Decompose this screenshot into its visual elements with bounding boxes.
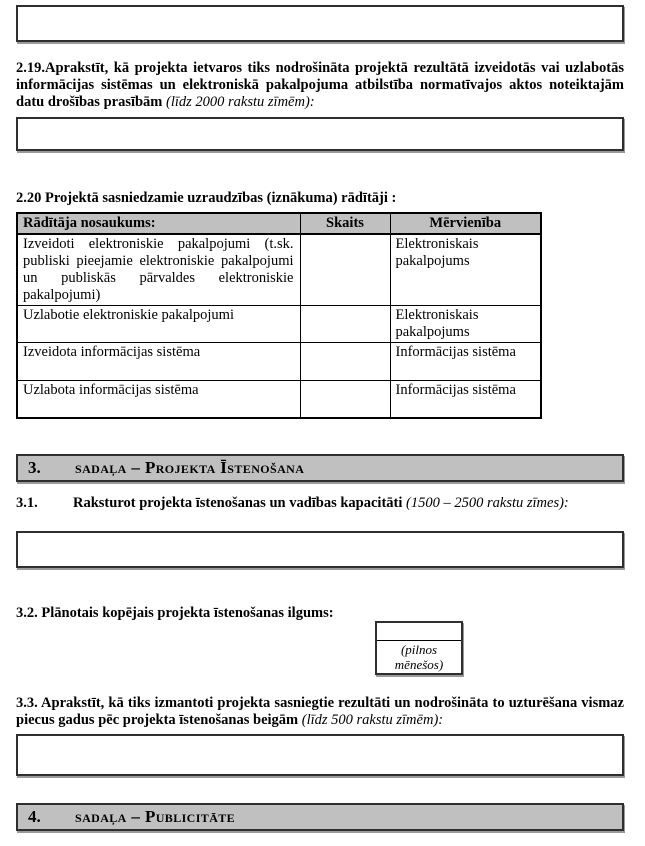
section-3-header [16,454,624,482]
indicator-name-cell: Uzlabotie elektroniskie pakalpojumi [17,306,300,343]
indicator-count-cell[interactable] [300,234,390,306]
question-3-2-label: 3.2. Plānotais kopējais projekta īstenošanas ilgums: [16,604,334,621]
indicator-unit-cell: Informācijas sistēma [390,381,541,418]
question-3-1-limit-note: (1500 – 2500 rakstu zīmes): [406,494,569,511]
question-2-19-text: 2.19.Aprakstīt, kā projekta ietvaros tiks nodrošināta projektā rezultātā izveidotās vai uzlabotās informācijas sistēmas un elektroniskā pakalpojuma atbilstība normatīvajos aktos noteiktajām datu drošības prasībām [16,60,624,110]
table-row [17,306,541,343]
question-3-3 [16,695,624,729]
table-row [17,234,541,306]
question-3-2 [16,604,624,674]
question-3-1-text: Raksturot projekta īstenošanas un vadības kapacitāti [73,494,407,511]
duration-value-field[interactable] [377,623,461,641]
indicator-name-cell: Izveidota informācijas sistēma [17,343,300,381]
indicator-unit-cell: Elektroniskais pakalpojums [390,234,541,306]
question-2-20-heading: 2.20 Projektā sasniedzamie uzraudzības (iznākuma) rādītāji : [16,190,397,206]
indicator-unit-cell: Informācijas sistēma [390,343,541,381]
question-3-3-text: 3.3. Aprakstīt, kā tiks izmantoti projekta sasniegtie rezultāti un nodrošināta to uzturēšana vismaz piecus gadus pēc projekta īstenošanas beigām [16,694,624,728]
duration-box [375,621,463,675]
section-4-header [16,803,624,831]
column-header-indicator-name: Rādītāja nosaukums: [17,213,300,234]
column-header-count: Skaits [300,213,390,234]
indicator-unit-cell: Elektroniskais pakalpojums [390,306,541,343]
column-header-unit: Mērvienība [390,213,541,234]
question-2-19-limit-note: (līdz 2000 rakstu zīmēm): [166,94,315,110]
section-3-title: sadaļa – Projekta Īstenošana [75,457,305,477]
question-3-3-answer-box[interactable] [16,734,624,776]
indicators-table-header-row [17,213,541,234]
question-3-3-limit-note: (līdz 500 rakstu zīmēm): [301,711,444,728]
indicator-name-cell: Uzlabota informācijas sistēma [17,381,300,418]
indicator-count-cell[interactable] [300,306,390,343]
section-4-title: sadaļa – Publicitāte [75,806,236,826]
indicator-count-cell[interactable] [300,381,390,418]
question-2-19-answer-box[interactable] [16,117,624,151]
duration-unit-note: (pilnos mēnešos) [394,641,444,672]
indicator-count-cell[interactable] [300,343,390,381]
section-3-number: 3. [28,457,41,477]
question-3-1-answer-box[interactable] [16,531,624,568]
table-row [17,381,541,418]
question-2-19 [16,60,624,111]
table-row [17,343,541,381]
section-4-number: 4. [28,806,41,826]
question-3-1-number: 3.1. [16,494,38,511]
question-3-1 [16,495,624,512]
top-answer-box[interactable] [16,5,624,42]
indicator-name-cell: Izveidoti elektroniskie pakalpojumi (t.sk. publiski pieejamie elektroniskie pakalpojumi un publiskās pārvaldes elektroniskie pakalpojumi) [17,234,300,306]
indicators-table [16,212,542,419]
